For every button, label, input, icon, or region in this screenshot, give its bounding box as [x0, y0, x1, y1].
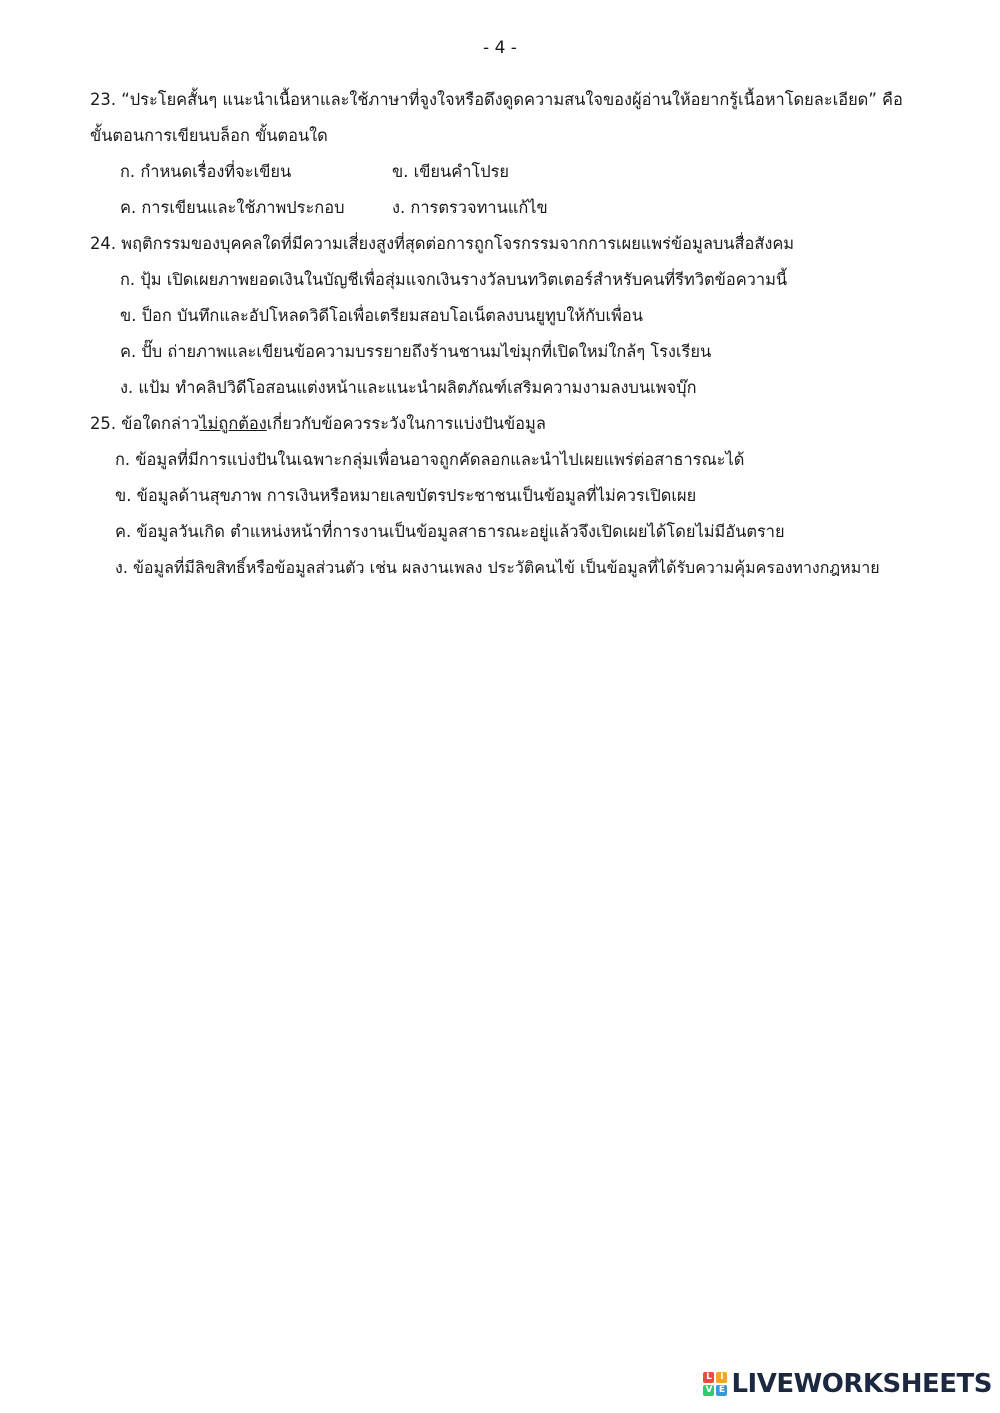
q25-option-b: ข. ข้อมูลด้านสุขภาพ การเงินหรือหมายเลขบัตรประชาชนเป็นข้อมูลที่ไม่ควรเปิดเผย [115, 486, 697, 505]
q25-stem [90, 412, 546, 436]
logo-mark-l: L [703, 1372, 714, 1383]
q25-stem-suffix: เกี่ยวกับข้อควรระวังในการแบ่งปันข้อมูล [266, 414, 546, 433]
q24-option-b: ข. ป็อก บันทึกและอัปโหลดวิดีโอเพื่อเตรียมสอบโอเน็ตลงบนยูทูบให้กับเพื่อน [120, 306, 643, 325]
q23-option-c: ค. การเขียนและใช้ภาพประกอบ [120, 198, 345, 217]
q23-stem-line2: ขั้นตอนการเขียนบล็อก ขั้นตอนใด [90, 126, 328, 145]
logo-mark-e: E [716, 1385, 727, 1396]
q24-stem: 24. พฤติกรรมของบุคคลใดที่มีความเสี่ยงสูงที่สุดต่อการถูกโจรกรรมจากการเผยแพร่ข้อมูลบนสื่อสังคม [90, 234, 795, 253]
q25-option-c: ค. ข้อมูลวันเกิด ตำแหน่งหน้าที่การงานเป็นข้อมูลสาธารณะอยู่แล้วจึงเปิดเผยได้โดยไม่มีอันตราย [115, 522, 785, 541]
q25-stem-prefix: 25. ข้อใดกล่าว [90, 414, 200, 433]
logo-mark-i: I [716, 1372, 727, 1383]
logo-mark-v: V [703, 1385, 714, 1396]
q24-option-d: ง. แป้ม ทำคลิปวิดีโอสอนแต่งหน้าและแนะนำผลิตภัณฑ์เสริมความงามลงบนเพจบุ๊ก [120, 378, 697, 397]
q25-option-a: ก. ข้อมูลที่มีการแบ่งปันในเฉพาะกลุ่มเพื่อนอาจถูกคัดลอกและนำไปเผยแพร่ต่อสาธารณะได้ [115, 450, 745, 469]
q24-option-a: ก. ปุ้ม เปิดเผยภาพยอดเงินในบัญชีเพื่อสุ่มแจกเงินรางวัลบนทวิตเตอร์สำหรับคนที่รีทวิตข้อความนี้ [120, 270, 788, 289]
q23-option-d: ง. การตรวจทานแก้ไข [392, 198, 548, 217]
page-number: - 4 - [483, 38, 517, 58]
q23-option-b: ข. เขียนคำโปรย [392, 162, 510, 181]
q24-option-c: ค. ปั๊บ ถ่ายภาพและเขียนข้อความบรรยายถึงร้านชานมไข่มุกที่เปิดใหม่ใกล้ๆ โรงเรียน [120, 342, 712, 361]
logo-text: LIVEWORKSHEETS [731, 1369, 992, 1399]
liveworksheets-logo [703, 1369, 992, 1399]
q23-stem-line1: 23. “ประโยคสั้นๆ แนะนำเนื้อหาและใช้ภาษาที่จูงใจหรือดึงดูดความสนใจของผู้อ่านให้อยากรู้เนื้อหาโดยละเอียด” คือ [90, 90, 903, 109]
q25-option-d: ง. ข้อมูลที่มีลิขสิทธิ์หรือข้อมูลส่วนตัว เช่น ผลงานเพลง ประวัติคนไข้ เป็นข้อมูลที่ได้รับความคุ้มครองทางกฎหมาย [115, 558, 880, 577]
q25-stem-underlined: ไม่ถูกต้อง [199, 414, 267, 433]
logo-mark-icon [703, 1372, 727, 1396]
q23-option-a: ก. กำหนดเรื่องที่จะเขียน [120, 162, 292, 181]
